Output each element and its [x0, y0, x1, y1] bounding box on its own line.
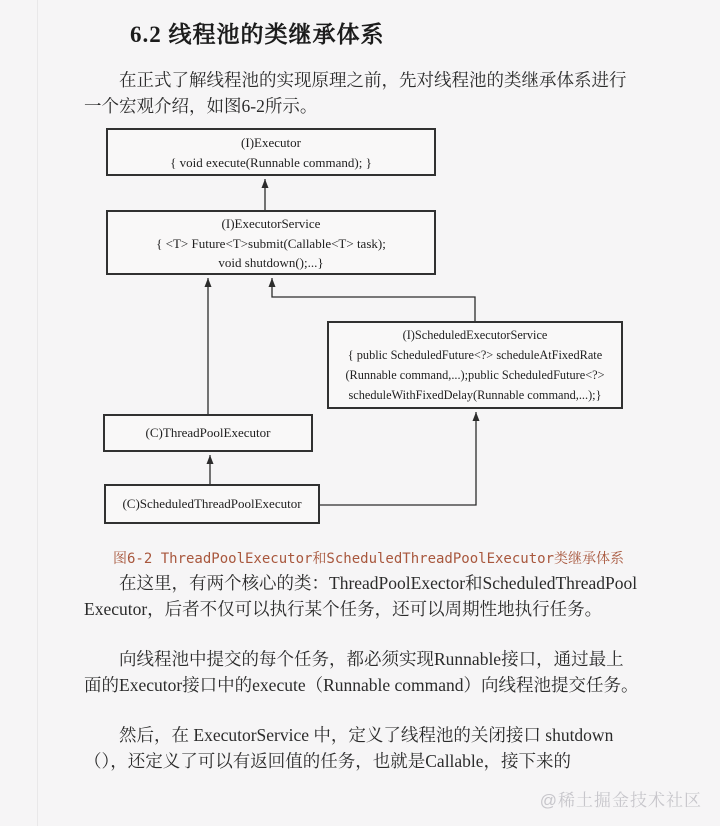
node-executor-signature: { void execute(Runnable command); }: [170, 155, 372, 170]
watermark: @稀土掘金技术社区: [539, 791, 702, 810]
diagram-node-executorservice: [106, 210, 436, 275]
node-scheduledexecutorservice-signature-1: { public ScheduledFuture<?> scheduleAtFixedRate: [347, 348, 603, 362]
diagram-node-threadpoolexecutor: [103, 414, 313, 452]
diagram-node-executor: [106, 128, 436, 176]
node-scheduledexecutorservice-signature-2: (Runnable command,...);public ScheduledFuture<?>: [345, 368, 605, 382]
node-executorservice-signature-1: { <T> Future<T>submit(Callable<T> task);: [156, 235, 386, 251]
node-executorservice-title: (I)ExecutorService: [221, 216, 321, 231]
node-scheduledexecutorservice-title: (I)ScheduledExecutorService: [402, 328, 548, 342]
node-scheduledexecutorservice-signature-3: scheduleWithFixedDelay(Runnable command,...);}: [348, 388, 602, 402]
node-threadpoolexecutor-title: (C)ThreadPoolExecutor: [145, 425, 271, 440]
paragraph-intro: 在正式了解线程池的实现原理之前，先对线程池的类继承体系进行一个宏观介绍，如图6-2所示。: [84, 70, 627, 116]
diagram-node-scheduledexecutorservice: [327, 321, 623, 409]
node-executor-title: (I)Executor: [241, 135, 301, 150]
page-left-rule: [37, 0, 38, 826]
paragraph-executorservice: 然后，在 ExecutorService 中，定义了线程池的关闭接口 shutdown（），还定义了可以有返回值的任务，也就是Callable，接下来的: [84, 725, 614, 771]
node-scheduledthreadpoolexecutor-title: (C)ScheduledThreadPoolExecutor: [122, 496, 302, 511]
node-executorservice-signature-2: void shutdown();...}: [218, 255, 324, 270]
section-title: 6.2 线程池的类继承体系: [130, 22, 385, 47]
edge-scheduledthreadpoolexecutor-to-scheduledexecutorservice: [320, 412, 476, 505]
edge-scheduledexecutorservice-to-executorservice: [272, 278, 475, 321]
paragraph-core-classes: 在这里，有两个核心的类：ThreadPoolExector和ScheduledThreadPoolExecutor，后者不仅可以执行某个任务，还可以周期性地执行任务。: [84, 573, 638, 619]
diagram-node-scheduledthreadpoolexecutor: [104, 484, 320, 524]
paragraph-runnable: 向线程池中提交的每个任务，都必须实现Runnable接口，通过最上面的Executor接口中的execute（Runnable command）向线程池提交任务。: [84, 649, 639, 695]
figure-caption: 图6-2 ThreadPoolExecutor和ScheduledThreadPoolExecutor类继承体系: [113, 551, 625, 567]
